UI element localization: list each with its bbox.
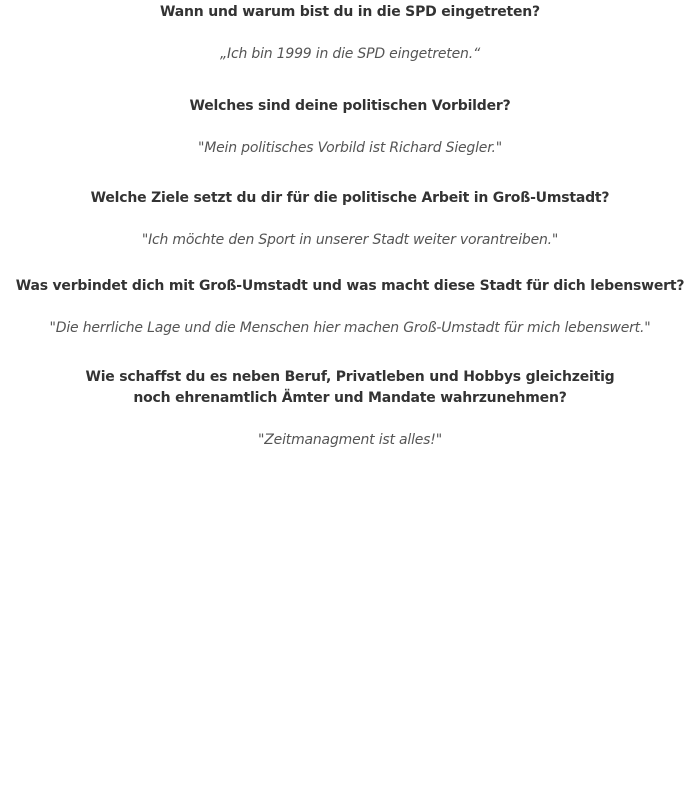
answer-5: "Zeitmanagment ist alles!" xyxy=(258,432,442,448)
question-1: Wann und warum bist du in die SPD eingetreten? xyxy=(160,4,540,20)
question-5-line-1: Wie schaffst du es neben Beruf, Privatleben und Hobbys gleichzeitig xyxy=(85,369,615,385)
question-5-line-2: noch ehrenamtlich Ämter und Mandate wahrzunehmen? xyxy=(133,390,567,406)
answer-3: "Ich möchte den Sport in unserer Stadt weiter vorantreiben." xyxy=(141,232,559,248)
question-4: Was verbindet dich mit Groß-Umstadt und was macht diese Stadt für dich lebenswert? xyxy=(15,278,685,294)
answer-1: „Ich bin 1999 in die SPD eingetreten.“ xyxy=(219,46,480,62)
question-2: Welches sind deine politischen Vorbilder? xyxy=(189,98,511,114)
answer-2: "Mein politisches Vorbild ist Richard Siegler." xyxy=(198,140,502,156)
answer-4: "Die herrliche Lage und die Menschen hier machen Groß-Umstadt für mich lebenswert." xyxy=(49,320,651,336)
question-3: Welche Ziele setzt du dir für die politische Arbeit in Groß-Umstadt? xyxy=(90,190,610,206)
